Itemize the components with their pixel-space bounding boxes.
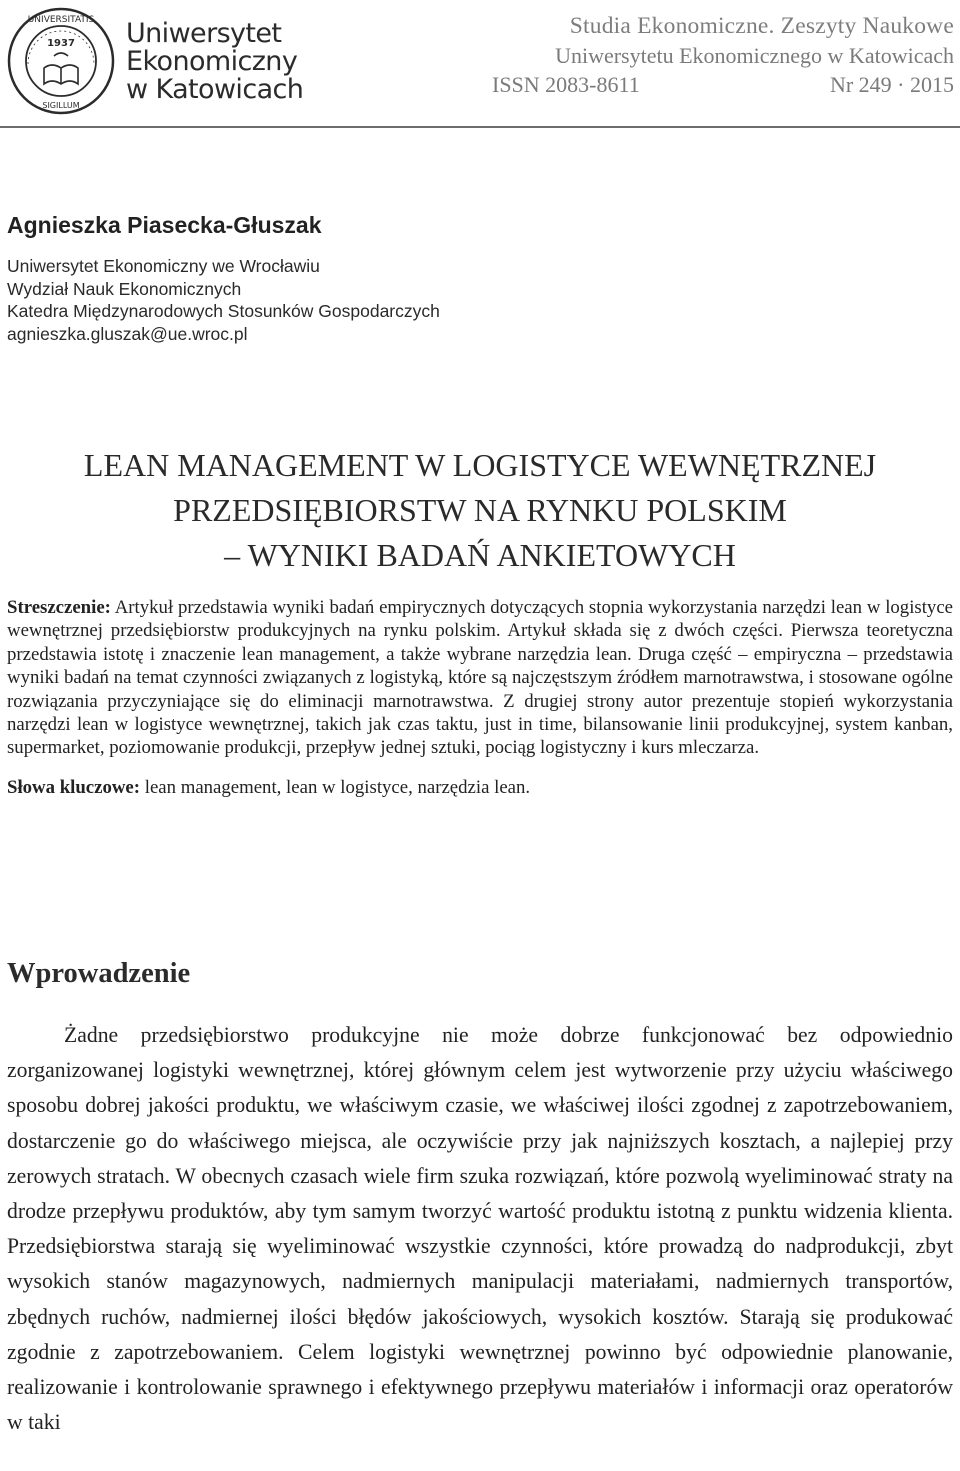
title-line-1: LEAN MANAGEMENT W LOGISTYCE WEWNĘTRZNEJ: [83, 447, 877, 483]
keywords-text: lean management, lean w logistyce, narzędzia lean.: [144, 776, 531, 798]
introduction-paragraph: Żadne przedsiębiorstwo produkcyjne nie może dobrze funkcjonować bez odpowiednio zorganizowanej logistyki wewnętrznej, której głównym celem jest wytworzenie przy użyciu właściwego sposobu dobrej jakości produktu, we właściwym czasie, we właściwej ilości zgodnej z zapotrzebowaniem, dostarczenie go do właściwego miejsca, ale oczywiście przy jak najniższych kosztach, a najlepiej przy zerowych stratach. W obecnych czasach wiele firm szuka rozwiązań, które pozwolą wyeliminować straty na drodze przepływu produktów, aby tym samym tworzyć wartość produktu istotną z punktu widzenia klienta. Przedsiębiorstwa starają się wyeliminować wszystkie czynności, które prowadzą do nadprodukcji, zbyt wysokich stanów magazynowych, nadmiernych manipulacji materiałami, nadmiernych transportów, zbędnych ruchów, nadmiernej ilości błędów jakościowych, wysokich kosztów. Starają się produkować zgodnie z zapotrzebowaniem. Celem logistyki wewnętrznej powinno być odpowiednie planowanie, realizowanie i kontrolowanie sprawnego i efektywnego przepływu materiałów i informacji oraz operatorów w taki: [7, 1023, 953, 1435]
abstract-text: Artykuł przedstawia wyniki badań empirycznych dotyczących stopnia wykorzystania narzędzi lean w logistyce wewnętrznej przedsiębiorstw produkcyjnych na rynku polskim. Artykuł składa się z dwóch części. Pierwsza teoretyczna przedstawia istotę i znaczenie lean management, a także wybrane narzędzia lean. Druga część – empiryczna – przedstawia wyniki badań na temat czynności związanych z logistyką, które są najczęstszym źródłem marnotrawstwa, i stosowane ogólne rozwiązania przyczyniające się do eliminacji marnotrawstwa. Z drugiej strony autor prezentuje stopień wykorzystania narzędzi lean w logistyce wewnętrznej, takich jak czas taktu, just in time, bilansowanie linii produkcyjnej, system kanban, supermarket, poziomowanie produkcji, przepływ jednej sztuki, pociąg logistyczny i kurs mleczarza.: [7, 597, 953, 759]
abstract-label: Streszczenie:: [7, 597, 111, 618]
article-title: [0, 443, 960, 578]
logo-line-2: Ekonomiczny: [126, 46, 298, 77]
author-name: Agnieszka Piasecka-Głuszak: [7, 212, 322, 238]
title-line-3: – WYNIKI BADAŃ ANKIETOWYCH: [224, 537, 736, 573]
author-block: [7, 212, 440, 345]
title-line-2: PRZEDSIĘBIORSTW NA RYNKU POLSKIM: [173, 492, 787, 528]
university-name-logo: [126, 20, 316, 104]
issue-number: Nr 249 · 2015: [829, 72, 954, 97]
svg-text:1937: 1937: [47, 38, 75, 49]
author-email[interactable]: agnieszka.gluszak@ue.wroc.pl: [7, 323, 248, 344]
journal-publisher: Uniwersytetu Ekonomicznego w Katowicach: [555, 43, 954, 68]
affiliation-department: Katedra Międzynarodowych Stosunków Gospodarczych: [7, 301, 440, 321]
keywords-label: Słowa kluczowe:: [7, 776, 141, 798]
affiliation-university: Uniwersytet Ekonomiczny we Wrocławiu: [7, 256, 320, 276]
logo-line-1: Uniwersytet: [126, 18, 282, 49]
keywords: [7, 776, 953, 799]
issn: ISSN 2083-8611: [492, 72, 640, 97]
page-header: [0, 0, 960, 128]
logo-line-3: w Katowicach: [126, 74, 304, 105]
abstract: [7, 596, 953, 799]
svg-text:SIGILLUM: SIGILLUM: [42, 101, 80, 110]
journal-info: [492, 12, 954, 99]
abstract-paragraph: [7, 596, 953, 760]
journal-title: Studia Ekonomiczne. Zeszyty Naukowe: [569, 13, 954, 39]
svg-text:UNIVERSITATIS: UNIVERSITATIS: [27, 15, 95, 25]
university-seal-logo: [6, 6, 116, 116]
issn-row: [492, 70, 954, 99]
affiliation-faculty: Wydział Nauk Ekonomicznych: [7, 278, 242, 299]
section-heading-introduction: Wprowadzenie: [7, 958, 191, 989]
